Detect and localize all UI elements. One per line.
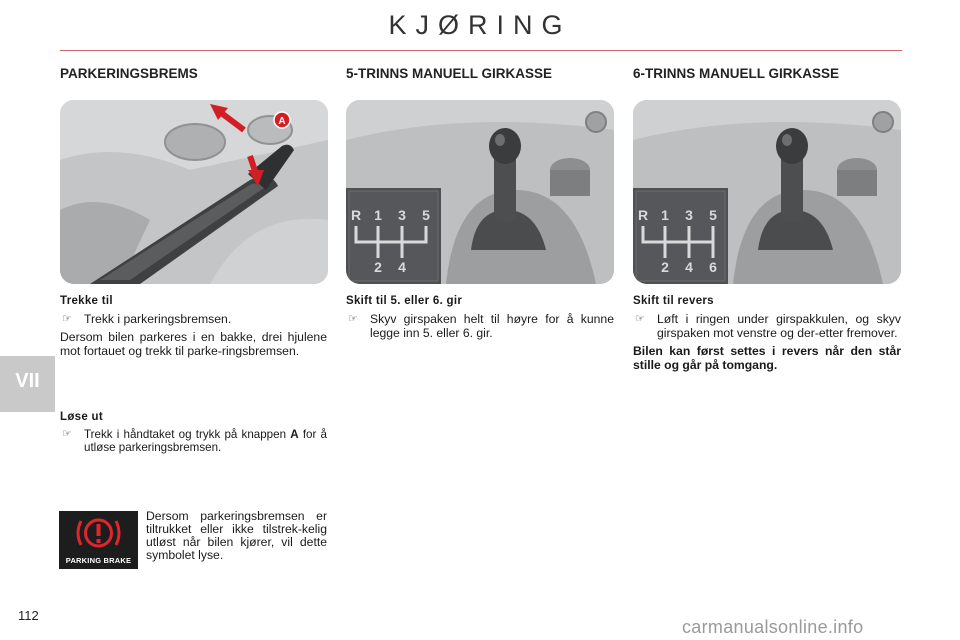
release-button-key: A	[290, 428, 299, 441]
gear6-label-5: 5	[709, 207, 717, 223]
tighten-heading: Trekke til	[60, 295, 113, 307]
page-title: KJØRING	[388, 10, 572, 40]
gear6-label-1: 1	[661, 207, 669, 223]
callout-a: A	[278, 116, 286, 127]
tighten-bullet-text: Trekk i parkeringsbremsen.	[84, 312, 232, 326]
gearbox-5-text	[346, 294, 614, 344]
gear6-label-3: 3	[685, 207, 693, 223]
gear-label-5: 5	[422, 207, 430, 223]
gearbox-5-illustration	[346, 100, 614, 284]
gear6-label-6: 6	[709, 259, 717, 275]
gear5-heading: Skift til 5. eller 6. gir	[346, 295, 463, 307]
release-heading: Løse ut	[60, 411, 103, 423]
gear-label-r: R	[350, 207, 362, 223]
gear5-bullet-text: Skyv girspaken helt til høyre for å kunne legge inn 5. eller 6. gir.	[370, 312, 614, 340]
parking-brake-warning-text: Dersom parkeringsbremsen er tiltrukket eller ikke tilstrek-kelig utløst når bilen kjører, vil dette symbolet lyse.	[146, 509, 327, 562]
gear-label-2: 2	[374, 259, 382, 275]
pointing-hand-icon: ☞	[635, 313, 645, 325]
parking-brake-illustration	[60, 100, 328, 284]
tighten-paragraph: Dersom bilen parkeres i en bakke, drei hjulene mot fortauet og trekk til parke-ringsbremsen.	[60, 330, 327, 358]
reverse-note: Bilen kan først settes i revers når den står stille og går på tomgang.	[633, 344, 901, 372]
chapter-tab-label: VII	[15, 370, 40, 392]
tighten-bullet	[60, 312, 327, 326]
gear6-label-2: 2	[661, 259, 669, 275]
section-title-parking-brake: PARKERINGSBREMS	[60, 66, 198, 81]
gearbox-6-text	[633, 294, 901, 372]
section-title-5-speed: 5-TRINNS MANUELL GIRKASSE	[346, 66, 553, 81]
watermark: carmanualsonline.info	[682, 617, 864, 637]
gear6-bullet-text: Løft i ringen under girspakkulen, og skyv girspaken mot venstre og der-etter fremover.	[657, 312, 901, 340]
pointing-hand-icon: ☞	[62, 313, 72, 325]
release-bullet-suffix: for å utløse parkeringsbremsen.	[84, 428, 327, 454]
gear-label-3: 3	[398, 207, 406, 223]
gear6-label-r: R	[637, 207, 649, 223]
pointing-hand-icon: ☞	[62, 428, 72, 440]
gear5-bullet	[346, 312, 614, 340]
section-title-6-speed: 6-TRINNS MANUELL GIRKASSE	[633, 66, 840, 81]
gearbox-6-illustration	[633, 100, 901, 284]
gear6-label-4: 4	[685, 259, 693, 275]
chapter-tab	[0, 356, 55, 412]
gear6-bullet	[633, 312, 901, 340]
gear-label-1: 1	[374, 207, 382, 223]
header-divider	[60, 50, 902, 51]
release-bullet-text: Trekk i håndtaket og trykk på knappen	[84, 428, 291, 441]
release-text	[60, 410, 327, 458]
parking-brake-text	[60, 294, 327, 364]
gear6-heading: Skift til revers	[633, 295, 714, 307]
release-bullet	[60, 428, 327, 454]
pointing-hand-icon: ☞	[348, 313, 358, 325]
parking-brake-warning-icon	[59, 511, 138, 569]
parking-brake-label: PARKING BRAKE	[65, 556, 132, 565]
gear-label-4: 4	[398, 259, 406, 275]
page-number: 112	[18, 608, 39, 623]
